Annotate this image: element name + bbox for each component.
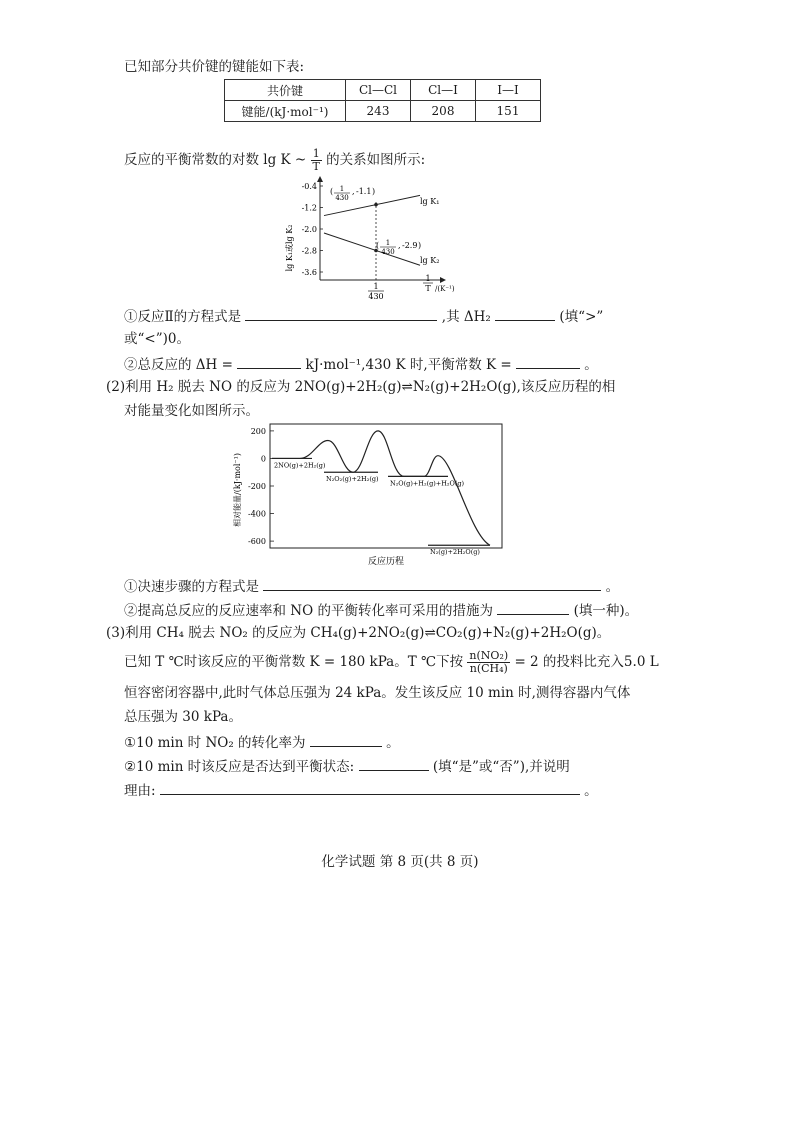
lgk-chart	[270, 172, 460, 302]
lgk-intro	[124, 148, 425, 173]
answer-blank[interactable]	[160, 780, 580, 795]
state-label: N₂(g)+2H₂O(g)	[430, 548, 480, 557]
question-2-1	[124, 576, 619, 596]
question-3-1	[124, 732, 400, 752]
question-text: 。	[605, 579, 620, 595]
fraction-denominator: n(CH₄)	[469, 662, 508, 675]
table-cell: 243	[346, 101, 411, 122]
y-tick-label: -400	[248, 509, 266, 519]
question-text: (填一种)。	[573, 603, 639, 619]
y-tick-label: -3.6	[301, 268, 317, 277]
answer-blank[interactable]	[310, 732, 382, 747]
svg-text:(: (	[330, 187, 334, 196]
table-row-label: 键能/(kJ·mol⁻¹)	[225, 101, 346, 122]
state-label: N₂O(g)+H₂(g)+H₂O(g)	[390, 479, 465, 488]
question-2-line-2: 对能量变化如图所示。	[124, 403, 259, 419]
annotation-numerator: 1	[339, 185, 345, 193]
fraction-numerator: n(NO₂)	[469, 649, 509, 662]
table-cell: 151	[476, 101, 541, 122]
question-text: (填“是”或“否”),并说明	[432, 759, 570, 775]
question-3-line-4: 总压强为 30 kPa。	[124, 709, 242, 725]
question-text: 。	[386, 735, 400, 751]
annotation-value: -2.9	[402, 241, 418, 250]
question-1-2	[124, 354, 598, 374]
annotation-k2	[376, 239, 421, 256]
annotation-value: -1.1	[356, 187, 372, 196]
question-text: 已知 T ℃时该反应的平衡常数 K = 180 kPa。T ℃下按	[124, 654, 464, 670]
x-axis-arrow	[440, 277, 446, 283]
annotation-denominator: 430	[335, 194, 349, 202]
question-text: ②提高总反应的反应速率和 NO 的平衡转化率可采用的措施为	[124, 603, 493, 619]
series-label-k1: lg K₁	[420, 197, 440, 206]
energy-curve	[272, 431, 490, 545]
answer-blank[interactable]	[497, 600, 569, 615]
answer-blank[interactable]	[263, 576, 601, 591]
feed-ratio-fraction	[467, 650, 510, 675]
question-text: (填“>”	[559, 309, 604, 325]
question-text: 。	[584, 357, 598, 373]
lgk-intro-fraction	[311, 148, 322, 173]
question-3-line-2	[124, 650, 659, 675]
svg-text:(: (	[376, 241, 380, 250]
question-text: 。	[584, 783, 598, 799]
y-tick-label: -200	[248, 482, 266, 491]
energy-profile-chart	[228, 420, 508, 570]
x-tick-numerator: 1	[373, 282, 379, 291]
question-2-2	[124, 600, 638, 620]
answer-blank[interactable]	[245, 306, 437, 321]
question-3-2-reason	[124, 780, 598, 800]
y-axis-arrow	[317, 176, 323, 182]
question-3-line-1: (3)利用 CH₄ 脱去 NO₂ 的反应为 CH₄(g)+2NO₂(g)⇌CO₂(g)+N₂(g)+2H₂O(g)。	[106, 625, 611, 641]
state-label: N₂O₂(g)+2H₂(g)	[326, 475, 379, 484]
y-tick-label: -1.2	[301, 203, 317, 213]
annotation-k1	[330, 185, 375, 202]
y-tick-label: -2.0	[301, 225, 317, 234]
x-label-denominator: T	[425, 284, 431, 293]
x-label-unit: /(K⁻¹)	[435, 285, 455, 293]
bond-energy-table	[224, 79, 541, 122]
answer-blank[interactable]	[359, 756, 429, 771]
question-text: kJ·mol⁻¹,430 K 时,平衡常数 K =	[305, 357, 512, 373]
svg-text:): )	[372, 187, 376, 196]
y-tick-label: -2.8	[301, 246, 317, 256]
question-3-line-3: 恒容密闭容器中,此时气体总压强为 24 kPa。发生该反应 10 min 时,测得容器内气体	[124, 685, 631, 701]
bond-energy-intro: 已知部分共价键的键能如下表:	[124, 59, 305, 75]
question-text: ①10 min 时 NO₂ 的转化率为	[124, 735, 306, 751]
svg-text:,: ,	[398, 241, 401, 250]
answer-blank[interactable]	[516, 354, 580, 369]
answer-blank[interactable]	[495, 306, 555, 321]
table-header-cell: Cl—I	[411, 80, 476, 101]
table-header-cell: Cl—Cl	[346, 80, 411, 101]
y-tick-label: -0.4	[301, 182, 317, 191]
y-tick-label: 0	[260, 454, 266, 464]
question-text: ②总反应的 ΔH =	[124, 357, 233, 373]
fraction-numerator: 1	[311, 148, 322, 161]
question-text: ①反应Ⅱ的方程式是	[124, 309, 242, 325]
annotation-numerator: 1	[385, 239, 391, 247]
question-2-line-1: (2)利用 H₂ 脱去 NO 的反应为 2NO(g)+2H₂(g)⇌N₂(g)+2H₂O(g),该反应历程的相	[106, 379, 616, 395]
fraction-denominator: T	[312, 160, 320, 173]
table-row	[225, 101, 541, 122]
lgk-intro-after: 的关系如图所示:	[326, 152, 426, 168]
x-label-numerator: 1	[425, 274, 431, 283]
x-axis-label: 反应历程	[367, 557, 405, 567]
question-text: = 2 的投料比充入5.0 L	[514, 654, 659, 670]
question-1-1	[124, 306, 603, 326]
series-label-k2: lg K₂	[420, 256, 440, 265]
page-footer: 化学试题 第 8 页(共 8 页)	[321, 854, 479, 870]
question-text: ②10 min 时该反应是否达到平衡状态:	[124, 759, 355, 775]
table-cell: 208	[411, 101, 476, 122]
svg-text:,: ,	[352, 187, 355, 196]
question-1-1-cont: 或“<”)0。	[124, 331, 190, 347]
table-header-cell: 共价键	[225, 80, 346, 101]
question-text: ,其 ΔH₂	[441, 309, 491, 325]
state-label: 2NO(g)+2H₂(g)	[274, 461, 326, 470]
y-tick-label: 200	[250, 426, 266, 436]
answer-blank[interactable]	[237, 354, 301, 369]
question-3-2	[124, 756, 570, 776]
question-text: ①决速步骤的方程式是	[124, 579, 259, 595]
x-tick-denominator: 430	[368, 292, 384, 301]
annotation-denominator: 430	[381, 248, 395, 256]
svg-text:): )	[418, 241, 422, 250]
lgk-intro-before: 反应的平衡常数的对数 lg K ~	[124, 152, 307, 168]
y-axis-label: 相对能量/(kJ·mol⁻¹)	[233, 453, 242, 527]
y-tick-label: -600	[248, 537, 266, 547]
table-header-cell: I—I	[476, 80, 541, 101]
question-text: 理由:	[124, 783, 156, 799]
table-header-row	[225, 80, 541, 101]
y-axis-label: lg K₁或lg K₂	[285, 224, 294, 272]
